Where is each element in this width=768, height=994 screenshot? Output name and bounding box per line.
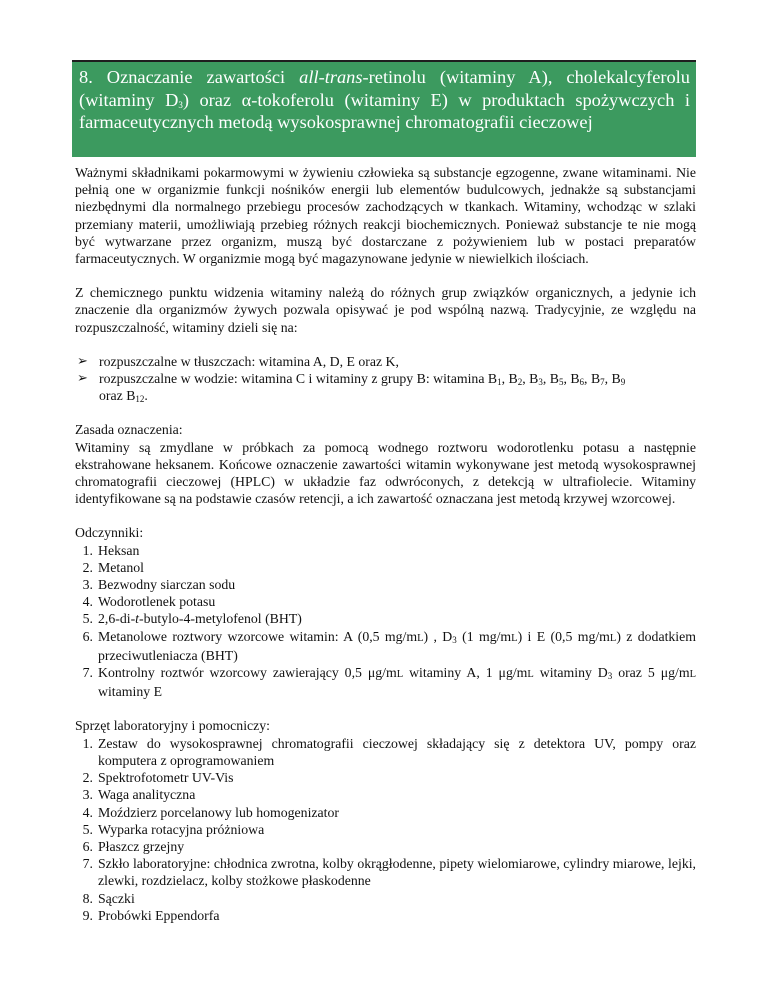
section-heading-odczynniki: Odczynniki: bbox=[75, 525, 144, 541]
list-item: 1. Heksan bbox=[82, 542, 140, 558]
list-item: 4. Moździerz porcelanowy lub homogenizator bbox=[82, 804, 339, 820]
list-item: 4. Wodorotlenek potasu bbox=[82, 594, 216, 610]
title-line-2: (witaminy $D_3$) oraz α-tokoferolu (witaminy E) w produktach spożywczych i bbox=[79, 89, 690, 110]
list-item: 5. 2,6-di-t-butylo-4-metylofenol (BHT) bbox=[82, 611, 302, 627]
section-heading-zasada: Zasada oznaczenia: bbox=[75, 422, 183, 438]
intro-paragraph-1: Ważnymi składnikami pokarmowymi w żywieniu człowieka są substancje egzogenne, zwane witaminami. Nie pełnią one w organizmie funkcji nośników energii lub elementów budulcowych, jednakże są substancjami niezbędnymi dla normalnego przebiegu procesów zachodzących w tkankach. Witaminy, wchodząc w szlaki przemiany materii, umożliwiają przebieg różnych reakcji biochemicznych. Ponieważ substancje te nie mogą być wytwarzane przez organizm, muszą być dostarczane z pożywieniem lub w postaci preparatów farmaceutycznych. W organizmie mogą być magazynowane jedynie w niewielkich ilościach. bbox=[75, 165, 696, 267]
list-item: 2. Spektrofotometr UV-Vis bbox=[82, 770, 234, 786]
vitamin-groups-list bbox=[75, 353, 696, 405]
list-item: 3. Bezwodny siarczan sodu bbox=[82, 577, 236, 593]
list-item: 6. Metanolowe roztwory wzorcowe witamin: A (0,5 mg/mL) , $D_3$ (1 mg/mL) i E (0,5 mg/mL) z dodatkiem przeciwutleniacza (BHT) bbox=[82, 628, 696, 663]
list-item: 5. Wyparka rotacyjna próżniowa bbox=[82, 821, 265, 837]
title-line-1: 8. Oznaczanie zawartości all-trans-retinolu (witaminy A), cholekalcyferolu bbox=[79, 67, 690, 87]
list-item: 9. Probówki Eppendorfa bbox=[82, 907, 220, 923]
section-heading-sprzet: Sprzęt laboratoryjny i pomocniczy: bbox=[75, 718, 271, 734]
title-line-3: farmaceutycznych metodą wysokosprawnej chromatografii cieczowej bbox=[79, 112, 593, 133]
list-item: ➢ rozpuszczalne w tłuszczach: witamina A, D, E oraz K, bbox=[75, 353, 696, 370]
list-item: 2. Metanol bbox=[82, 559, 144, 575]
equipment-list bbox=[75, 735, 696, 924]
list-item: 7. Szkło laboratoryjne: chłodnica zwrotna, kolby okrągłodenne, pipety wielomiarowe, cylindry miarowe, lejki, zlewki, rozdzielacz, kolby stożkowe płaskodenne bbox=[82, 856, 696, 889]
zasada-paragraph: Witaminy są zmydlane w próbkach za pomocą wodnego roztworu wodorotlenku potasu a następnie ekstrahowane heksanem. Końcowe oznaczenie zawartości witamin wykonywane jest metodą wysokosprawnej chromatografii cieczowej (HPLC) w układzie faz odwróconych, z detekcją w ultrafiolecie. Witaminy identyfikowane są na podstawie czasów retencji, a ich zawartość oznaczana jest metodą krzywej wzorcowej. bbox=[75, 439, 696, 507]
list-item: 3. Waga analityczna bbox=[82, 787, 196, 803]
list-item: 1. Zestaw do wysokosprawnej chromatografii cieczowej składający się z detektora UV, pompy oraz komputera z oprogramowaniem bbox=[82, 735, 696, 768]
intro-paragraph-2: Z chemicznego punktu widzenia witaminy należą do różnych grup związków organicznych, a jedynie ich znaczenie dla organizmów żywych pozwala opisywać je pod wspólną nazwą. Tradycyjnie, ze względu na rozpuszczalność, witaminy dzieli się na: bbox=[75, 285, 696, 335]
reagents-list bbox=[75, 542, 696, 701]
list-item: 6. Płaszcz grzejny bbox=[82, 838, 185, 854]
list-item: 8. Sączki bbox=[82, 890, 135, 906]
document-body bbox=[75, 164, 696, 924]
list-item: ➢ rozpuszczalne w wodzie: witamina C i witaminy z grupy B: witamina $B_1$, $B_2$, $B_3$, $B_5$, $B_6$, $B_7$, $B_9$ oraz $B_{12}$. bbox=[75, 370, 696, 404]
list-item: 7. Kontrolny roztwór wzorcowy zawierający 0,5 μg/mL witaminy A, 1 μg/mL witaminy $D_3$ oraz 5 μg/mL witaminy E bbox=[82, 665, 696, 700]
chapter-title-banner bbox=[72, 60, 696, 157]
